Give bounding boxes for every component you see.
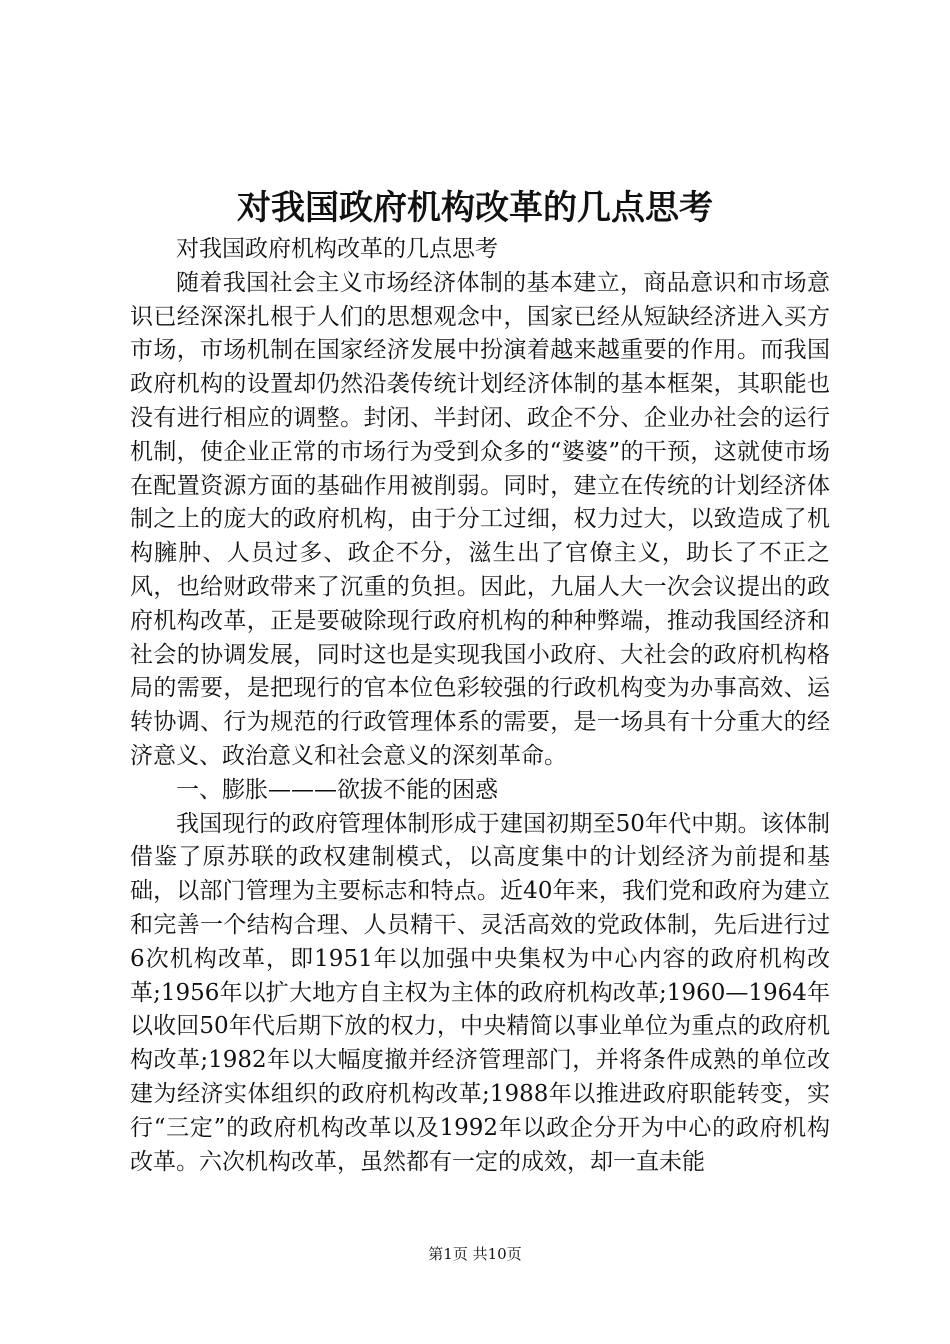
page-footer: 第1页 共10页 [428,1245,522,1263]
document-body [130,233,830,1179]
section-heading: 一、膨胀———欲拔不能的困惑 [176,776,498,803]
document-title: 对我国政府机构改革的几点思考 [237,188,713,228]
paragraph-history: 我国现行的政府管理体制形成于建国初期至50年代中期。该体制借鉴了原苏联的政权建制模式，以高度集中的计划经济为前提和基础，以部门管理为主要标志和特点。近40年来，我们党和政府为建立和完善一个结构合理、人员精干、灵活高效的党政体制，先后进行过6次机构改革，即1951年以加强中央集权为中心内容的政府机构改革;1956年以扩大地方自主权为主体的政府机构改革;1960—1964年以收回50年代后期下放的权力，中央精简以事业单位为重点的政府机构改革;1982年以大幅度撤并经济管理部门，并将条件成熟的单位改建为经济实体组织的政府机构改革;1988年以推进政府职能转变，实行“三定”的政府机构改革以及1992年以政企分开为中心的政府机构改革。六次机构改革，虽然都有一定的成效，却一直未能 [130,810,830,1175]
paragraph-intro: 随着我国社会主义市场经济体制的基本建立，商品意识和市场意识已经深深扎根于人们的思想观念中，国家已经从短缺经济进入买方市场，市场机制在国家经济发展中扮演着越来越重要的作用。而我国政府机构的设置却仍然沿袭传统计划经济体制的基本框架，其职能也没有进行相应的调整。封闭、半封闭、政企不分、企业办社会的运行机制，使企业正常的市场行为受到众多的“婆婆”的干预，这就使市场在配置资源方面的基础作用被削弱。同时，建立在传统的计划经济体制之上的庞大的政府机构，由于分工过细，权力过大，以致造成了机构臃肿、人员过多、政企不分，滋生出了官僚主义，助长了不正之风，也给财政带来了沉重的负担。因此，九届人大一次会议提出的政府机构改革，正是要破除现行政府机构的种种弊端，推动我国经济和社会的协调发展，同时这也是实现我国小政府、大社会的政府机构格局的需要，是把现行的官本位色彩较强的行政机构变为办事高效、运转协调、行为规范的行政管理体系的需要，是一场具有十分重大的经济意义、政治意义和社会意义的深刻革命。 [130,269,830,769]
paragraph-subtitle: 对我国政府机构改革的几点思考 [176,236,498,262]
